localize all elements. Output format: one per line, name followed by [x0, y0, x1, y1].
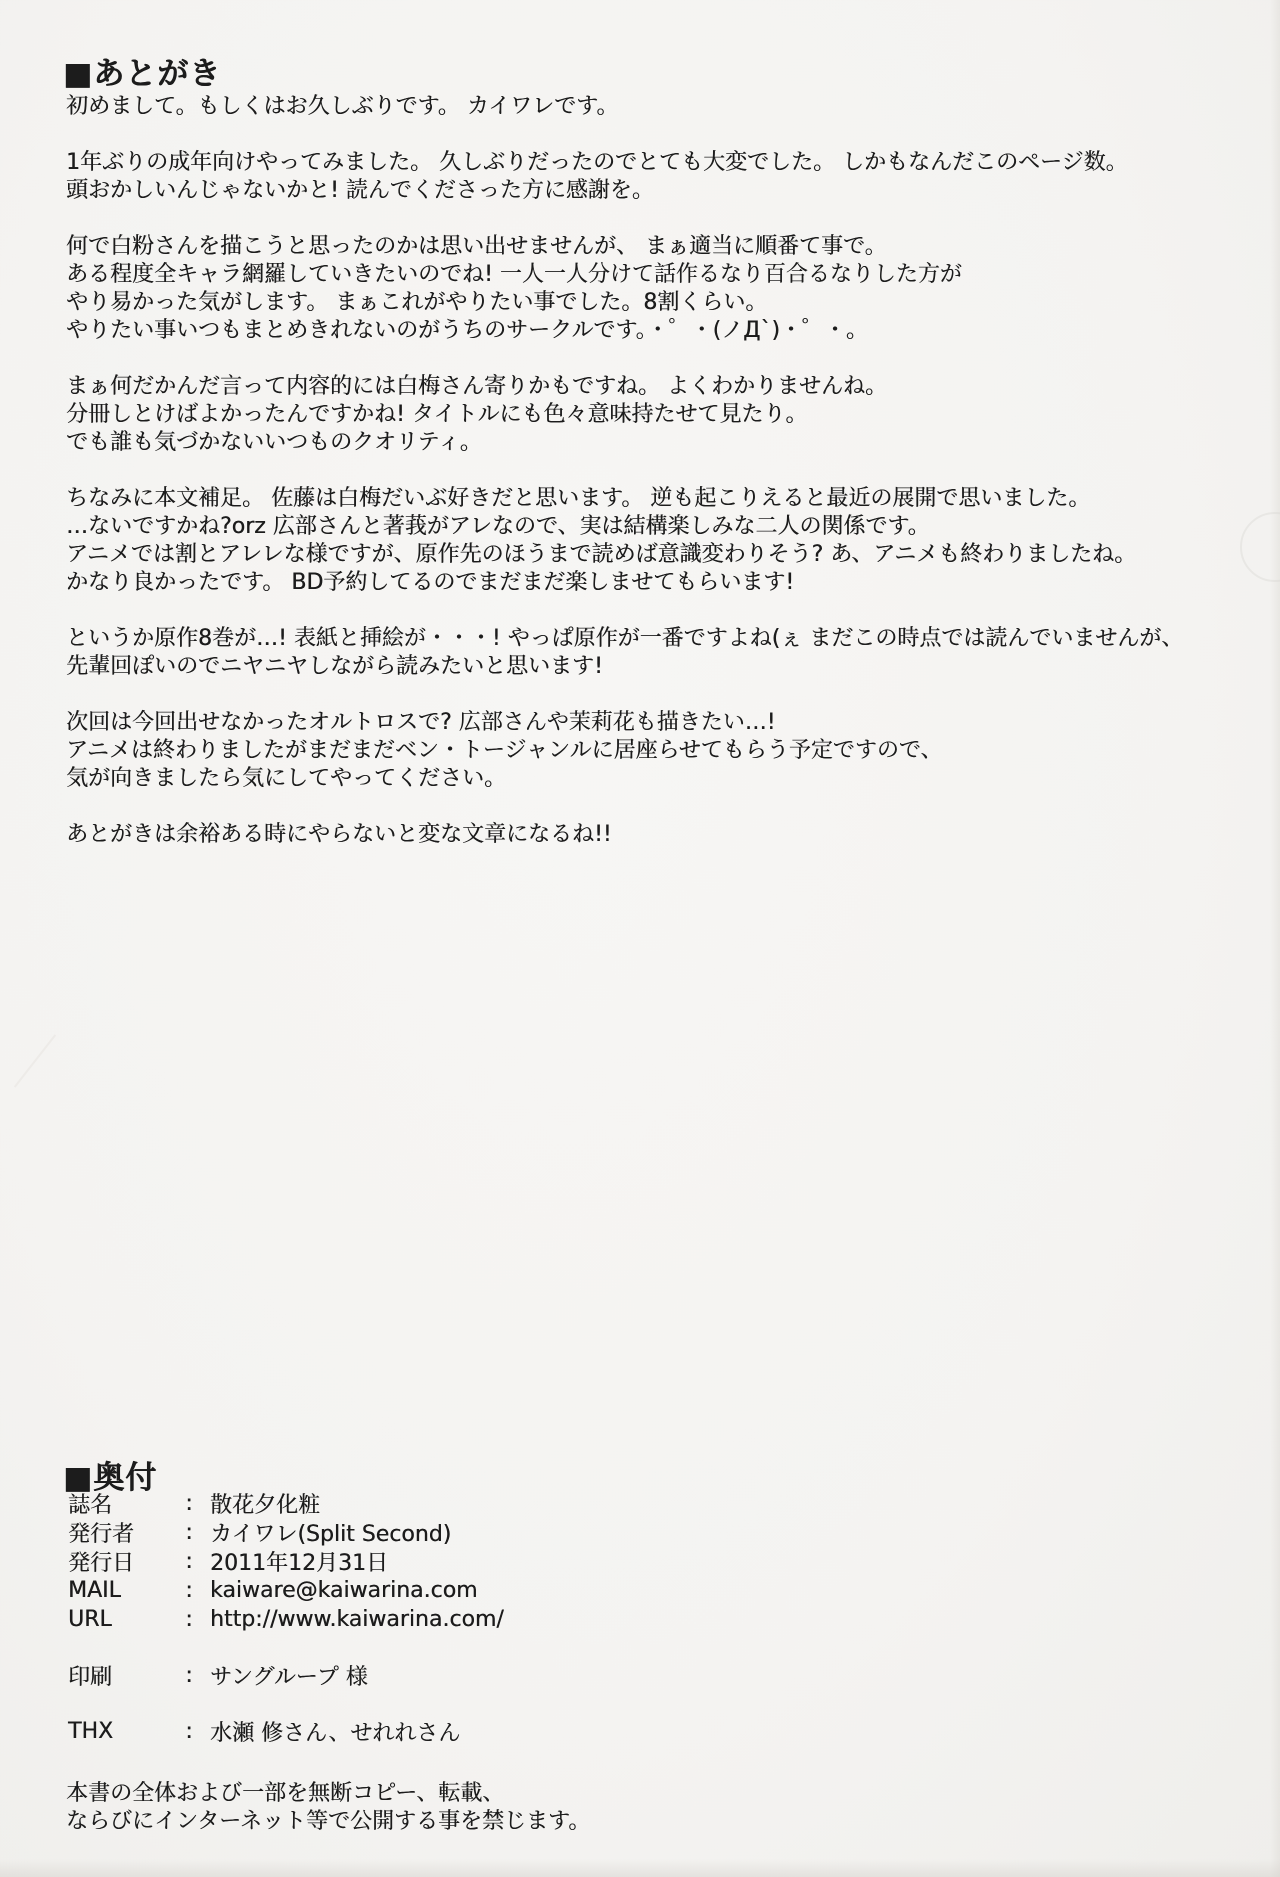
afterword-line: タイトルにも色々意味持たせて見たり。 [411, 402, 808, 427]
afterword-line: BD予約してるのでまだまだ楽しませてもらいます! [291, 570, 795, 595]
afterword-line: やり易かった気がします。 [66, 290, 329, 315]
website-url: http://www.kaiwarina.com/ [210, 1607, 504, 1632]
colophon-heading: ■奥付 [63, 1459, 158, 1496]
afterword-line: やりたい事いつもまとめきれないのがうちのサークルです。・゜・(ノД`)・゜・。 [66, 318, 868, 343]
afterword-line: 頭おかしいんじゃないかと! [66, 178, 339, 203]
afterword-paragraph [66, 93, 1206, 121]
afterword-line: やっぱ原作が一番ですよね(ぇ [507, 626, 803, 651]
afterword-line: 佐藤は白梅だいぶ好きだと思います。 [271, 486, 644, 511]
afterword-paragraph [66, 233, 1206, 345]
thanks-names: 水瀬 修さん、せれれさん [210, 1721, 461, 1746]
afterword-line: あとがきは余裕ある時にやらないと変な文章になるね!! [66, 822, 612, 847]
colophon-label: URL [68, 1607, 112, 1632]
afterword-line: ちなみに本文補足。 [66, 486, 265, 511]
afterword-line: 逆も起こりえると最近の展開で思いました。 [650, 486, 1091, 511]
afterword-paragraph [66, 373, 1206, 457]
afterword-line: まぁこれがやりたい事でした。8割くらい。 [335, 290, 768, 315]
colophon-row-date [68, 1547, 504, 1576]
publisher-name: カイワレ(Split Second) [210, 1522, 452, 1547]
afterword-line: あ、アニメも終わりましたね。 [830, 542, 1137, 567]
colophon-row-publisher [68, 1518, 504, 1547]
afterword-line: しかもなんだこのページ数。 [842, 150, 1128, 175]
colophon-row-thanks [68, 1717, 504, 1746]
printer-name: サングループ 様 [210, 1665, 368, 1690]
afterword-line: 先輩回ぽいのでニヤニヤしながら読みたいと思います! [66, 654, 603, 679]
afterword-line: 表紙と挿絵が・・・! [293, 626, 501, 651]
afterword-line: 分冊しとけばよかったんですかね! [66, 402, 405, 427]
afterword-line: カイワレです。 [466, 94, 619, 119]
colophon-label: 誌名 [68, 1493, 113, 1518]
afterword-line: アニメは終わりましたがまだまだベン・トージャンルに居座らせてもらう予定ですので、 [66, 738, 943, 763]
afterword-line: まぁ何だかんだ言って内容的には白梅さん寄りかもですね。 [66, 374, 661, 399]
colophon-colon: : [185, 1719, 193, 1744]
colophon-label: MAIL [68, 1578, 121, 1603]
colophon-row-mail [68, 1576, 504, 1605]
afterword-line: 初めまして。もしくはお久しぶりです。 [66, 94, 460, 119]
book-title: 散花夕化粧 [210, 1493, 321, 1518]
afterword-line: 久しぶりだったのでとても大変でした。 [439, 150, 836, 175]
afterword-line: まぁ適当に順番て事で。 [645, 234, 887, 259]
colophon-colon: : [185, 1491, 193, 1516]
afterword-line: というか原作8巻が…! [66, 626, 287, 651]
afterword-line: ある程度全キャラ網羅していきたいのでね! [66, 262, 493, 287]
colophon-colon: : [185, 1607, 193, 1632]
colophon-label: 印刷 [68, 1665, 113, 1690]
afterword-paragraph [66, 149, 1206, 205]
colophon-colon: : [185, 1520, 193, 1545]
copyright-notice [66, 1779, 590, 1835]
afterword-line: でも誰も気づかないいつものクオリティ。 [66, 430, 482, 455]
colophon-label: 発行者 [68, 1522, 135, 1547]
afterword-paragraph [66, 709, 1206, 793]
publication-date: 2011年12月31日 [210, 1551, 388, 1576]
afterword-line: …ないですかね?orz [66, 514, 266, 539]
afterword-line: 読んでくださった方に感謝を。 [345, 178, 654, 203]
afterword-heading: ■あとがき [63, 55, 222, 92]
afterword-line: 1年ぶりの成年向けやってみました。 [66, 150, 432, 175]
afterword-line: よくわかりませんね。 [667, 374, 888, 399]
copyright-line: 本書の全体および一部を無断コピー、転載、 [66, 1781, 505, 1806]
afterword-line: アニメでは割とアレレな様ですが、原作先のほうまで読めば意識変わりそう? [66, 542, 824, 567]
afterword-line: 何で白粉さんを描こうと思ったのかは思い出せませんが、 [66, 234, 639, 259]
colophon-colon: : [185, 1663, 193, 1688]
afterword-line: かなり良かったです。 [66, 570, 285, 595]
scan-crease-artifact [14, 1034, 56, 1087]
colophon-label: THX [68, 1719, 114, 1744]
afterword-line: 次回は今回出せなかったオルトロスで? [66, 710, 452, 735]
afterword-line: 気が向きましたら気にしてやってください。 [66, 766, 507, 791]
afterword-line: まだこの時点では読んでいませんが、 [809, 626, 1184, 651]
scan-bottom-shadow [0, 1859, 1280, 1877]
colophon-row-printer [68, 1661, 504, 1690]
mail-address: kaiware@kaiwarina.com [210, 1578, 478, 1603]
colophon-row-url [68, 1605, 504, 1634]
afterword-line: 広部さんや茉莉花も描きたい…! [458, 710, 776, 735]
afterword-paragraph [66, 485, 1206, 597]
colophon-row-title [68, 1489, 504, 1518]
colophon-table [68, 1489, 504, 1746]
afterword-line: 広部さんと著莪がアレなので、実は結構楽しみな二人の関係です。 [272, 514, 930, 539]
copyright-line: ならびにインターネット等で公開する事を禁じます。 [66, 1809, 591, 1834]
scan-edge-shadow [1270, 0, 1280, 1877]
colophon-colon: : [185, 1578, 193, 1603]
afterword-line: 一人一人分けて話作るなり百合るなりした方が [499, 262, 962, 287]
afterword-paragraph [66, 625, 1206, 681]
colophon-label: 発行日 [68, 1551, 135, 1576]
colophon-colon: : [185, 1549, 193, 1574]
afterword-body [66, 93, 1206, 877]
afterword-paragraph [66, 821, 1206, 849]
